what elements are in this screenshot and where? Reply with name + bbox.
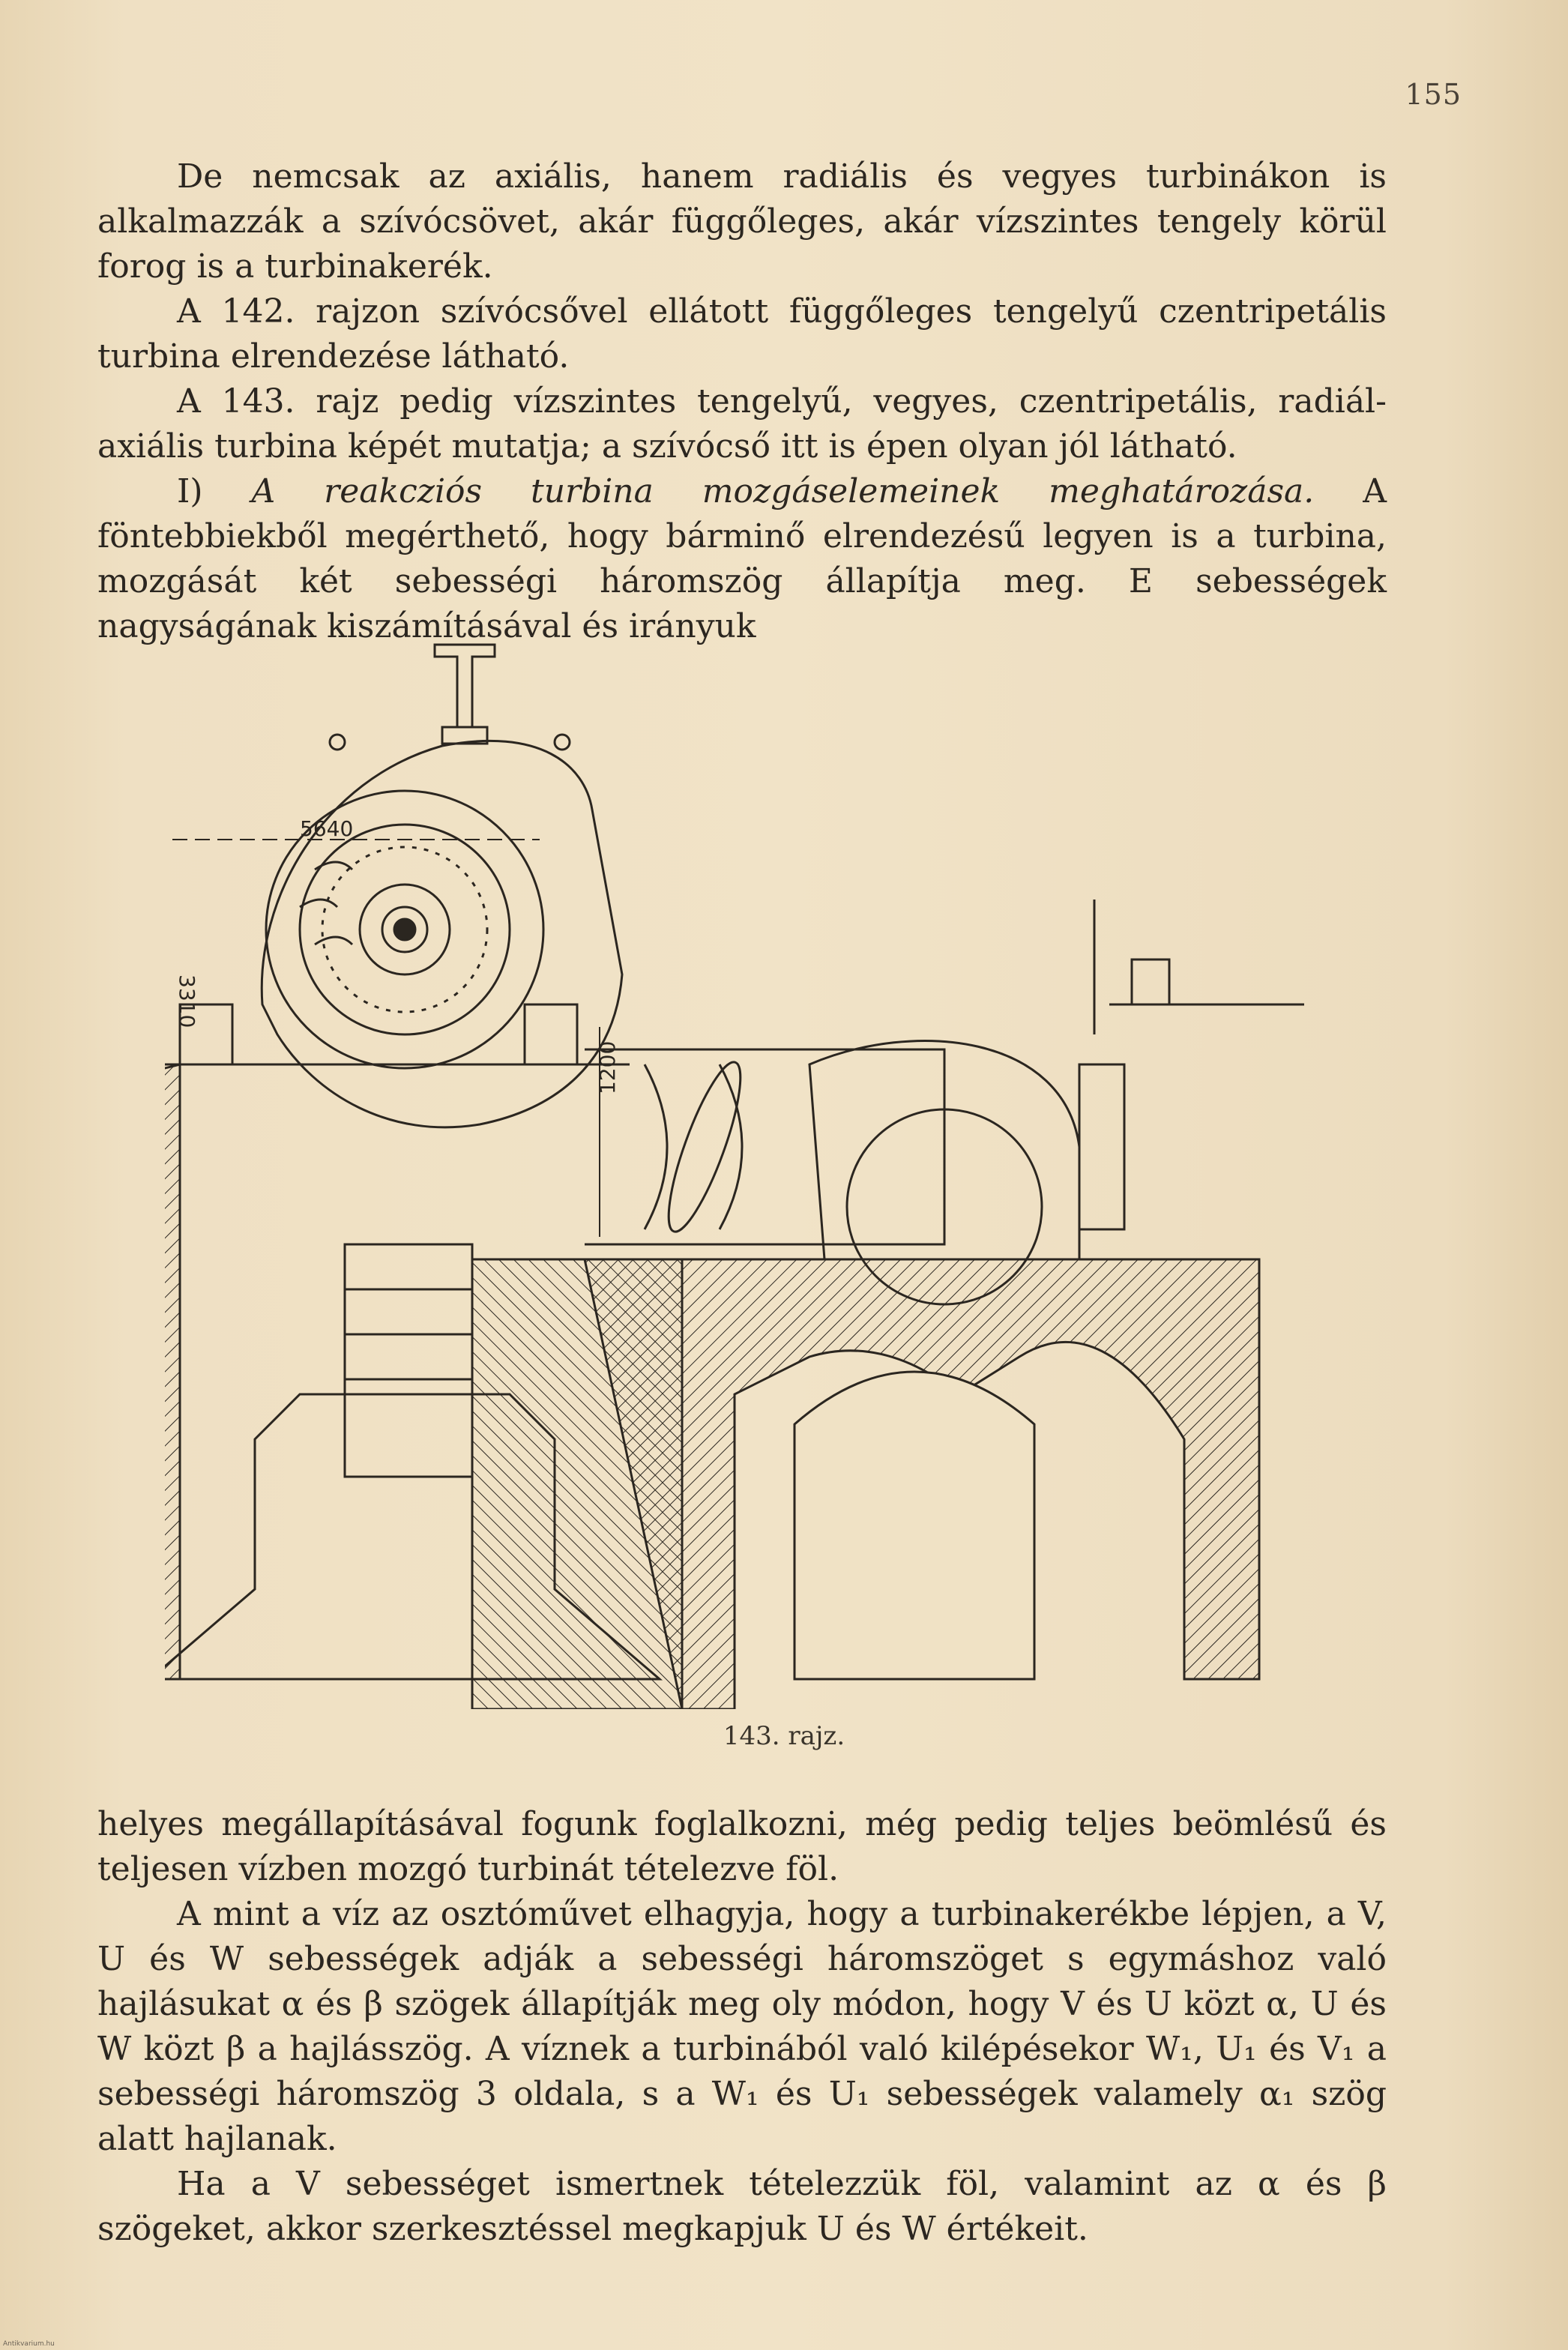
dimension-label: 3310: [175, 974, 199, 1028]
lifting-eye: [330, 735, 345, 750]
section-text: A föntebbiekből megérthető, hogy bárminő elrendezésű legyen is a turbina, mozgását két sebességi háromszög állapítja meg. E sebességek nagyságának kiszámításával és irányuk: [97, 472, 1387, 645]
dimension-label: 5640: [300, 816, 354, 841]
connecting-pipe: [585, 1049, 944, 1244]
paragraph: A 143. rajz pedig vízszintes tengelyű, vegyes, czentripetális, radiál-axiális turbina képét mutatja; a szívócső itt is épen olyan jól látható.: [97, 382, 1387, 466]
shaft-center: [394, 919, 415, 940]
paragraph: A 142. rajzon szívócsővel ellátott függőleges tengelyű czentripetális turbina elrendezése látható.: [97, 292, 1387, 376]
guide-vanes: [300, 862, 352, 944]
spiral-casing: [262, 741, 622, 1127]
throttle-valve: [656, 1055, 754, 1238]
right-support: [525, 1004, 577, 1064]
bearing-block: [1132, 959, 1169, 1004]
lifting-eye: [555, 735, 570, 750]
watermark: Antikvarium.hu: [3, 2340, 55, 2348]
section-marker: I): [177, 472, 203, 510]
turbine-technical-drawing: [165, 585, 1304, 1709]
foundation-hatching-left: [165, 1064, 180, 1679]
pipe-flange: [645, 1064, 667, 1229]
top-handle: [435, 645, 495, 727]
outlet-flange: [1079, 1064, 1124, 1229]
paragraph: A mint a víz az osztóművet elhagyja, hogy a turbinakerékbe lépjen, a V, U és W sebességek adják a sebességi háromszöget s egymáshoz való hajlásukat α és β szögek állapítják meg oly módon, hogy V és U közt α, U és W közt β a hajlásszög. A víznek a turbinából való kilépésekor W₁, U₁ és V₁ a sebességi háromszög 3 oldala, s a W₁ és U₁ sebességek valamely α₁ szög alatt hajlanak.: [97, 1895, 1387, 2158]
top-text-block: [97, 154, 1387, 649]
dimension-label: 1200: [595, 1040, 620, 1094]
bottom-text-block: [97, 1802, 1387, 2252]
page-number: 155: [1405, 78, 1462, 111]
foundation-arch-opening: [794, 1372, 1034, 1679]
figure-caption: 143. rajz.: [723, 1721, 845, 1751]
draft-tube: [345, 1244, 472, 1477]
section-heading: A reakcziós turbina mozgáselemeinek meghatározása.: [251, 472, 1315, 510]
paragraph: helyes megállapításával fogunk foglalkozni, még pedig teljes beömlésű és teljesen vízben mozgó turbinát tételezve föl.: [97, 1805, 1387, 1888]
turbine-drawing-figure: [165, 585, 1304, 1709]
paragraph: Ha a V sebességet ismertnek tételezzük föl, valamint az α és β szögeket, akkor szerkesztéssel megkapjuk U és W értékeit.: [97, 2165, 1387, 2248]
paragraph: De nemcsak az axiális, hanem radiális és vegyes turbinákon is alkalmazzák a szívócsövet, akár függőleges, akár vízszintes tengely körül forog is a turbinakerék.: [97, 157, 1387, 286]
